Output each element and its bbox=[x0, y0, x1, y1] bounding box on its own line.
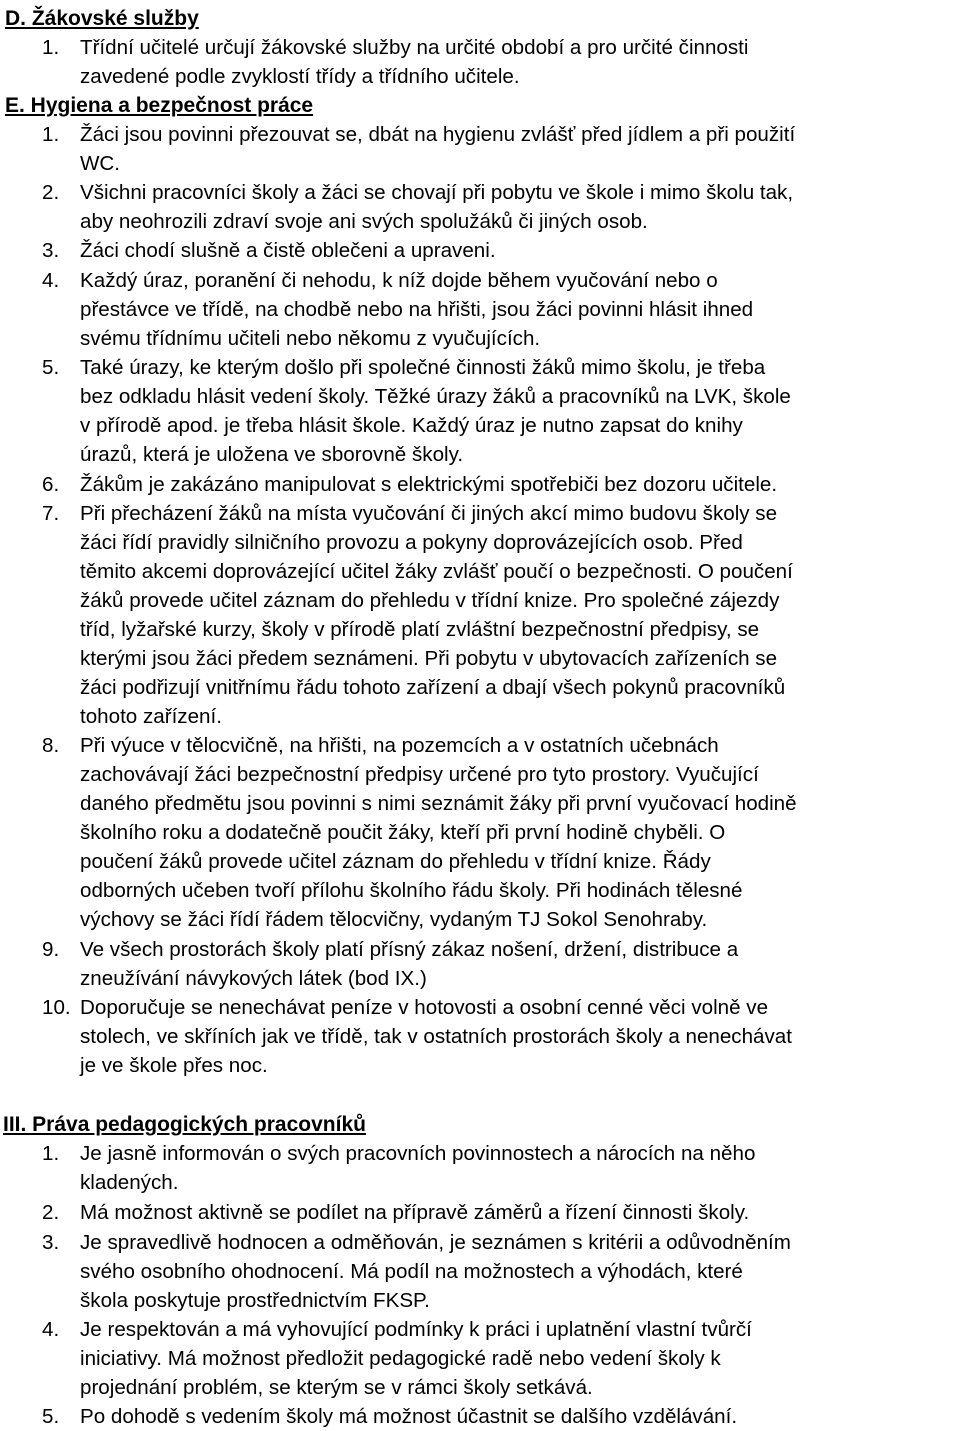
list-item-number: 7. bbox=[42, 502, 60, 525]
list-item-text: Při výuce v tělocvičně, na hřišti, na pozemcích a v ostatních učebnách zachovávají žáci bezpečnostní předpisy určené pro tyto prostory. Vyučující daného předmětu jsou povinni s nimi seznámit žáky při první vyučovací hodině školního roku a dodatečně poučit žáky, kteří při první hodině chyběli. O poučení žáků provede učitel záznam do přehledu v třídní knize. Řády odborných učeben tvoří přílohu školního řádu školy. Při hodinách tělesné výchovy se žáci řídí řádem tělocvičny, vydaným TJ Sokol Senohraby. bbox=[80, 734, 797, 931]
list-item-number: 10. bbox=[42, 996, 71, 1019]
list-item-text: Doporučuje se nenechávat peníze v hotovosti a osobní cenné věci volně ve stolech, ve skříních jak ve třídě, tak v ostatních prostorách školy a nenechávat je ve škole přes noc. bbox=[80, 996, 792, 1077]
list-item-number: 1. bbox=[42, 123, 60, 146]
list-item-number: 5. bbox=[42, 356, 60, 379]
list-item-number: 1. bbox=[42, 1142, 60, 1165]
list-item-text: Žáci chodí slušně a čistě oblečeni a upraveni. bbox=[80, 239, 496, 262]
list-item-text: Je spravedlivě hodnocen a odměňován, je seznámen s kritérii a odůvodněním svého osobního ohodnocení. Má podíl na možnostech a výhodách, které škola poskytuje prostřednictvím FKSP. bbox=[80, 1231, 791, 1312]
list-item-number: 1. bbox=[42, 36, 60, 59]
list-item-number: 6. bbox=[42, 473, 60, 496]
list-item-number: 5. bbox=[42, 1405, 60, 1428]
list-item-text: Je jasně informován o svých pracovních povinnostech a nárocích na něho kladených. bbox=[80, 1142, 756, 1194]
list-item-text: Žákům je zakázáno manipulovat s elektrickými spotřebiči bez dozoru učitele. bbox=[80, 473, 778, 496]
list-item-number: 2. bbox=[42, 181, 60, 204]
list-item-number: 8. bbox=[42, 734, 60, 757]
list-item-number: 4. bbox=[42, 1318, 60, 1341]
list-item-text: Každý úraz, poranění či nehodu, k níž dojde během vyučování nebo o přestávce ve třídě, na chodbě nebo na hřišti, jsou žáci povinni hlásit ihned svému třídnímu učiteli nebo někomu z vyučujících. bbox=[80, 269, 754, 350]
list-item-number: 3. bbox=[42, 239, 60, 262]
section-d-heading: D. Žákovské služby bbox=[5, 7, 199, 30]
list-item-text: Ve všech prostorách školy platí přísný zákaz nošení, držení, distribuce a zneužívání návykových látek (bod IX.) bbox=[80, 938, 739, 990]
list-item-text: Je respektován a má vyhovující podmínky k práci i uplatnění vlastní tvůrčí iniciativy. Má možnost předložit pedagogické radě nebo vedení školy k projednání problém, se kterým se v rámci školy setkává. bbox=[80, 1318, 752, 1399]
list-item-number: 4. bbox=[42, 269, 60, 292]
list-item-text: Při přecházení žáků na místa vyučování či jiných akcí mimo budovu školy se žáci řídí pravidly silničního provozu a pokyny doprovázejících osob. Před těmito akcemi doprovázející učitel žáky zvlášť poučí o bezpečnosti. O poučení žáků provede učitel záznam do přehledu v třídní knize. Pro společné zájezdy tříd, lyžařské kurzy, školy v přírodě platí zvláštní bezpečnostní předpisy, se kterými jsou žáci předem seznámeni. Při pobytu v ubytovacích zařízeních se žáci podřizují vnitřnímu řádu tohoto zařízení a dbají všech pokynů pracovníků tohoto zařízení. bbox=[80, 502, 793, 728]
list-item-number: 3. bbox=[42, 1231, 60, 1254]
section-e-heading: E. Hygiena a bezpečnost práce bbox=[5, 94, 314, 117]
section-iii-heading: III. Práva pedagogických pracovníků bbox=[3, 1113, 366, 1136]
list-item-text: Po dohodě s vedením školy má možnost účastnit se dalšího vzdělávání. bbox=[80, 1405, 738, 1428]
list-item-text: Také úrazy, ke kterým došlo při společné činnosti žáků mimo školu, je třeba bez odkladu hlásit vedení školy. Těžké úrazy žáků a pracovníků na LVK, škole v přírodě apod. je třeba hlásit škole. Každý úraz je nutno zapsat do knihy úrazů, která je uložena ve sborovně školy. bbox=[80, 356, 791, 466]
list-item-number: 9. bbox=[42, 938, 60, 961]
list-item-text: Všichni pracovníci školy a žáci se chovají při pobytu ve škole i mimo školu tak, aby neohrozili zdraví svoje ani svých spolužáků či jiných osob. bbox=[80, 181, 794, 233]
list-item-text: Třídní učitelé určují žákovské služby na určité období a pro určité činnosti zavedené podle zvyklostí třídy a třídního učitele. bbox=[80, 36, 749, 88]
list-item-text: Má možnost aktivně se podílet na přípravě záměrů a řízení činnosti školy. bbox=[80, 1201, 750, 1224]
list-item-number: 2. bbox=[42, 1201, 60, 1224]
list-item-text: Žáci jsou povinni přezouvat se, dbát na hygienu zvlášť před jídlem a při použití WC. bbox=[80, 123, 796, 175]
